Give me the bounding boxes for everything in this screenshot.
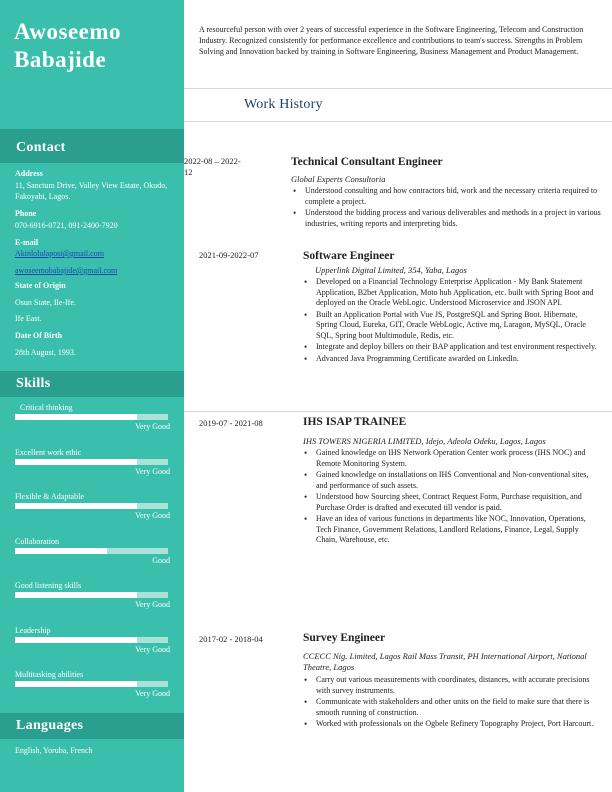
first-name: Awoseemo xyxy=(14,19,122,44)
address-value: 11, Sanctum Drive, Valley View Estate, Okudo, Fakoyabi, Lagos. xyxy=(15,181,168,201)
candidate-name xyxy=(14,18,121,74)
skill-item xyxy=(15,537,170,565)
skill-item xyxy=(15,626,170,654)
skill-level: Very Good xyxy=(135,511,170,520)
divider xyxy=(184,411,612,412)
list-item: • Understood consulting and how contractors bid, work and the necessary criteria required to complete a project. xyxy=(291,186,601,207)
languages-value: English, Yoruba, French xyxy=(15,746,93,755)
skill-level: Very Good xyxy=(135,689,170,698)
skill-name: Collaboration xyxy=(15,537,59,546)
email-link-2[interactable]: awoseemobabajide@gmail.com xyxy=(15,266,118,275)
skill-item xyxy=(15,403,170,431)
list-item: • Integrate and deploy billers on their BAP application and test environment respectively. xyxy=(302,342,600,353)
work-history-heading: Work History xyxy=(244,97,323,112)
divider xyxy=(184,121,612,122)
skill-name: Excellent work ethic xyxy=(15,448,82,457)
email-label: E-mail xyxy=(15,238,39,247)
job-bullets xyxy=(302,277,600,365)
list-item: • Have an idea of various functions in departments like NOC, Innovation, Operations, Tech Finance, Government Relations, Landlord Relations, Finance, Legal, Supply Chain, Warehouse, etc. xyxy=(302,514,600,546)
sidebar xyxy=(0,0,184,792)
skill-bar xyxy=(15,592,168,598)
skill-item xyxy=(15,448,170,476)
last-name: Babajide xyxy=(14,47,107,72)
divider xyxy=(184,88,612,89)
job-company: CCECC Nig. Limited, Lagos Rail Mass Transit, PH International Airport, National Theatre, Lagos xyxy=(303,651,587,672)
job-title: IHS ISAP TRAINEE xyxy=(303,416,407,428)
list-item: • Carry out various measurements with coordinates, distances, with accurate precisions with survey instruments. xyxy=(302,675,600,696)
contact-heading: Contact xyxy=(16,140,66,155)
list-item: • Communicate with stakeholders and other units on the field to make sure that there is smooth running of construction. xyxy=(302,697,600,718)
professional-summary: A resourceful person with over 2 years of successful experience in the Software Engineering, Telecom and Construction Industry. Recognized consistently for performance excellence and contributions to team's success. Strengths in Problem Solving and Innovation backed by training in Software Engineering, Business Management and Product Management. xyxy=(199,25,584,56)
skill-level: Very Good xyxy=(135,467,170,476)
list-item: • Advanced Java Programming Certificate awarded on LinkedIn. xyxy=(302,354,600,365)
list-item: • Developed on a Financial Technology Enterprise Application - My Bank Statement Application, B2bet Application, Moto hub Application, etc. built with Spring Boot and deployed on the Oracle WebLogic. Understood Microservice and JSON API. xyxy=(302,277,600,309)
job-company: Global Experts Consultoria xyxy=(291,174,386,184)
address-label: Address xyxy=(15,169,43,178)
skill-bar xyxy=(15,503,168,509)
skill-item xyxy=(15,670,170,698)
skills-heading: Skills xyxy=(16,376,51,391)
list-item: • Understood how Sourcing sheet, Contract Request Form, Purchase requisition, and Purchase Order is drafted and executed till vendor is paid. xyxy=(302,492,600,513)
languages-heading: Languages xyxy=(16,718,84,733)
skill-name: Good listening skills xyxy=(15,581,82,590)
job-title: Software Engineer xyxy=(303,250,395,262)
job-company: IHS TOWERS NIGERIA LIMITED, Idejo, Adeola Odeku, Lagos, Lagos xyxy=(303,436,546,446)
skill-bar xyxy=(15,459,168,465)
job-title: Survey Engineer xyxy=(303,632,386,644)
skill-level: Very Good xyxy=(135,645,170,654)
phone-value: 070-6916-0721, 091-2400-7920 xyxy=(15,221,118,230)
job-title: Technical Consultant Engineer xyxy=(291,156,443,168)
job-bullets xyxy=(291,186,601,230)
skill-name: Multitasking abilities xyxy=(15,670,84,679)
origin-value-1: Osun State, Ile-Ife. xyxy=(15,298,76,307)
phone-label: Phone xyxy=(15,209,37,218)
dob-label: Date Of Birth xyxy=(15,331,63,340)
skill-name: Flexible & Adaptable xyxy=(15,492,84,501)
skill-bar xyxy=(15,548,168,554)
email-link-1[interactable]: Akinlolulaposi@gmail.com xyxy=(15,249,104,258)
skill-item xyxy=(15,581,170,609)
skill-name: Critical thinking xyxy=(20,403,73,412)
job-bullets xyxy=(302,448,600,547)
list-item: • Built an Application Portal with Vue JS, PostgreSQL and Spring Boot. Hibernate, Spring Cloud, Eureka, GIT, Oracle WebLogic, Active mq, Laragon, MySQL, Oracle SQL, Spring boot Multimodule, Redis, etc. xyxy=(302,310,600,342)
list-item: • Worked with professionals on the Ogbele Refinery Topography Project, Port Harcourt. xyxy=(302,719,600,730)
origin-label: State of Origin xyxy=(15,281,66,290)
skill-item xyxy=(15,492,170,520)
job-date: 2022-08 – 2022-12 xyxy=(184,156,241,177)
dob-value: 28th August, 1993. xyxy=(15,348,76,357)
list-item: • Understood the bidding process and various deliverables and methods in a project in various industries, writing reports and interpreting bids. xyxy=(291,208,601,229)
job-date: 2019-07 - 2021-08 xyxy=(199,418,263,428)
skill-bar xyxy=(15,637,168,643)
job-date: 2017-02 - 2018-04 xyxy=(199,634,263,644)
list-item: • Gained knowledge on installations on IHS Conventional and Non-conventional sites, and performance of such assets. xyxy=(302,470,600,491)
origin-value-2: Ife East. xyxy=(15,314,42,323)
skill-level: Good xyxy=(152,556,170,565)
job-company: Upperlink Digital Limited, 354, Yaba, Lagos xyxy=(315,265,467,275)
list-item: • Gained knowledge on IHS Network Operation Center work process (IHS NOC) and Remote Monitoring System. xyxy=(302,448,600,469)
skill-bar xyxy=(15,414,168,420)
skill-name: Leadership xyxy=(15,626,51,635)
job-date: 2021-09-2022-07 xyxy=(199,250,259,260)
skill-level: Very Good xyxy=(135,600,170,609)
job-bullets xyxy=(302,675,600,731)
skill-bar xyxy=(15,681,168,687)
skill-level: Very Good xyxy=(135,422,170,431)
